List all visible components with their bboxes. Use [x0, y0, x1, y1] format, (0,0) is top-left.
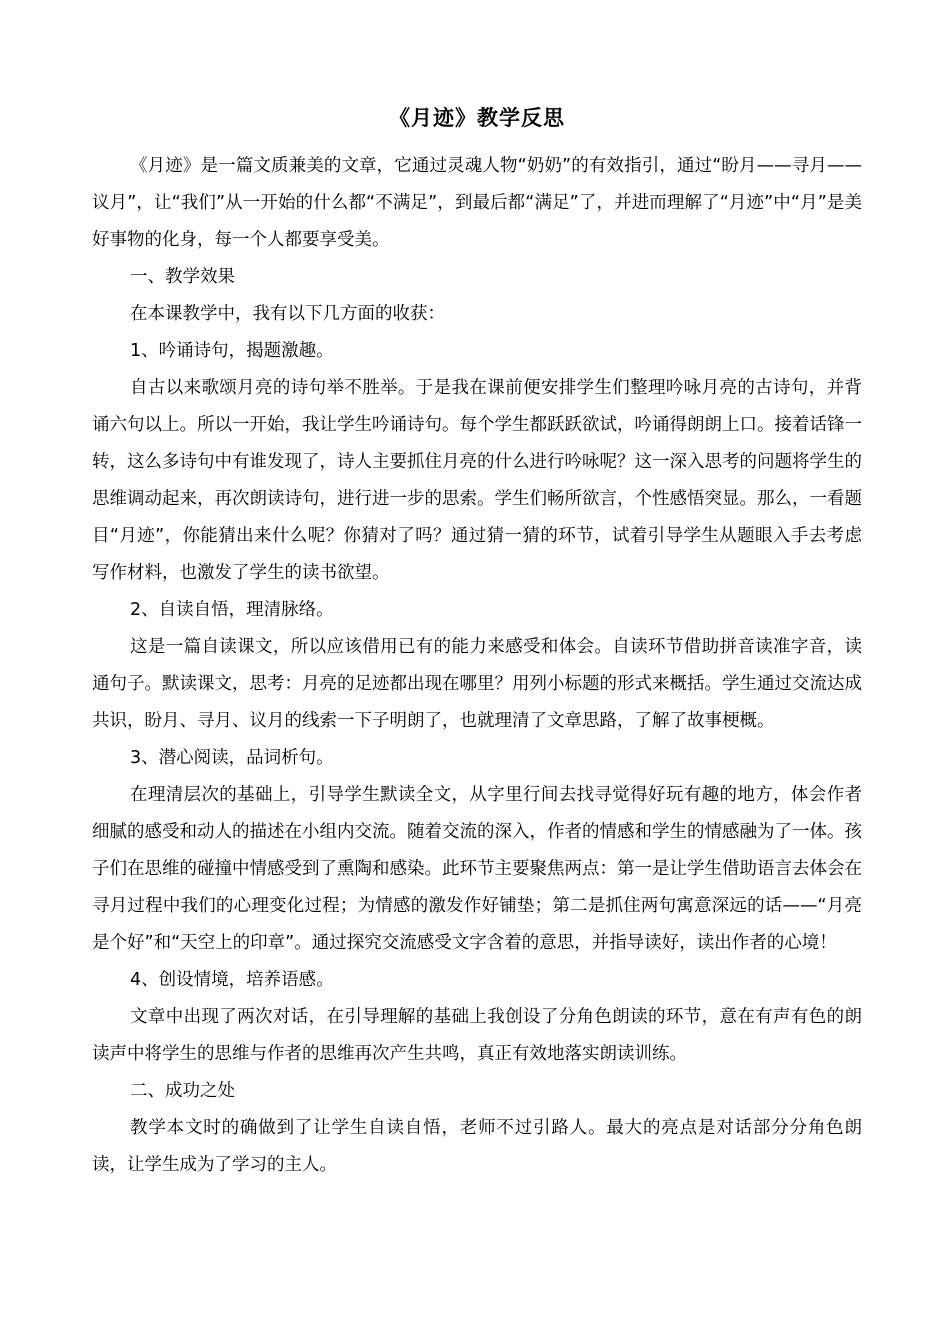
paragraph-3: 在理清层次的基础上，引导学生默读全文，从字里行间去找寻觉得好玩有趣的地方，体会作者细腻的感受和动人的描述在小组内交流。随着交流的深入，作者的情感和学生的情感融为了一体。孩子们在思维的碰撞中情感受到了熏陶和感染。此环节主要聚焦两点：第一是让学生借助语言去体会在寻月过程中我们的心理变化过程；为情感的激发作好铺垫；第二是抓住两句寓意深远的话——“月亮是个好”和“天空上的印章”。通过探究交流感受文字含着的意思，并指导读好，读出作者的心境！ [92, 785, 862, 953]
section-heading-success: 二、成功之处 [130, 1081, 235, 1101]
paragraph-harvest-intro: 在本课教学中，我有以下几方面的收获： [130, 304, 445, 324]
subheading-4: 4、创设情境，培养语感。 [130, 970, 334, 990]
paragraph-1: 自古以来歌颂月亮的诗句举不胜举。于是我在课前便安排学生们整理吟咏月亮的古诗句，并背诵六句以上。所以一开始，我让学生吟诵诗句。每个学生都跃跃欲试，吟诵得朗朗上口。接着话锋一转，这么多诗句中有谁发现了，诗人主要抓住月亮的什么进行吟咏呢？这一深入思考的问题将学生的思维调动起来，再次朗读诗句，进行进一步的思索。学生们畅所欲言，个性感悟突显。那么，一看题目“月迹”，你能猜出来什么呢？你猜对了吗？通过猜一猜的环节，试着引导学生从题眼入手去考虑写作材料，也激发了学生的读书欲望。 [92, 378, 862, 583]
document-title: 《月迹》教学反思 [389, 106, 565, 130]
paragraph-4: 文章中出现了两次对话，在引导理解的基础上我创设了分角色朗读的环节，意在有声有色的朗读声中将学生的思维与作者的思维再次产生共鸣，真正有效地落实朗读训练。 [92, 1007, 862, 1064]
subheading-1: 1、吟诵诗句，揭题激趣。 [130, 341, 334, 361]
subheading-2: 2、自读自悟，理清脉络。 [130, 600, 334, 620]
section-heading-teaching-effect: 一、教学效果 [130, 267, 235, 287]
paragraph-success: 教学本文时的确做到了让学生自读自悟，老师不过引路人。最大的亮点是对话部分分角色朗读，让学生成为了学习的主人。 [92, 1118, 862, 1175]
intro-paragraph: 《月迹》是一篇文质兼美的文章，它通过灵魂人物“奶奶”的有效指引，通过“盼月——寻月——议月”，让“我们”从一开始的什么都“不满足”，到最后都“满足”了，并进而理解了“月迹”中“月”是美好事物的化身，每一个人都要享受美。 [92, 156, 862, 250]
subheading-3: 3、潜心阅读，品词析句。 [130, 748, 334, 768]
paragraph-2: 这是一篇自读课文，所以应该借用已有的能力来感受和体会。自读环节借助拼音读准字音，读通句子。默读课文，思考：月亮的足迹都出现在哪里？用列小标题的形式来概括。学生通过交流达成共识，盼月、寻月、议月的线索一下子明朗了，也就理清了文章思路，了解了故事梗概。 [92, 637, 862, 731]
document-body [92, 148, 862, 1184]
